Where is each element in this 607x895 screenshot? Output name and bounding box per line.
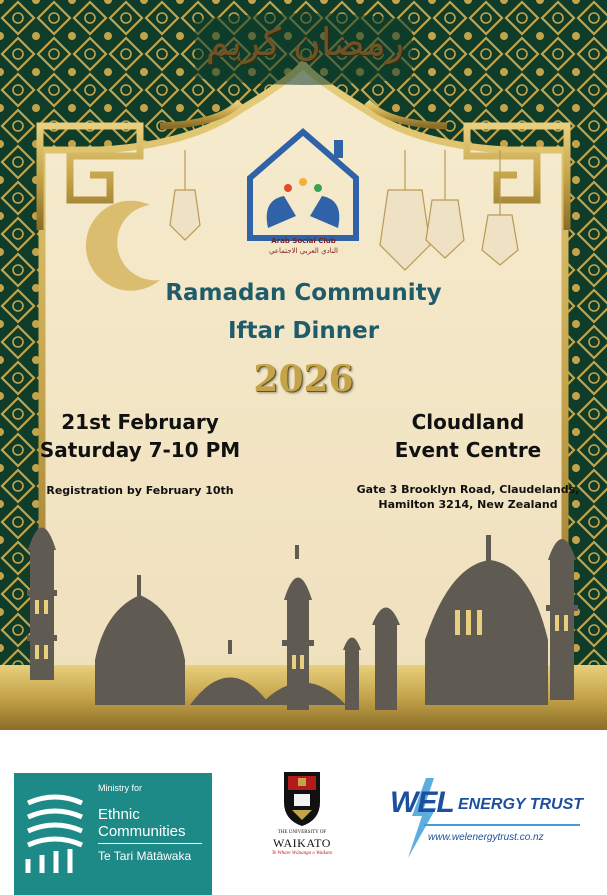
wel-energy-trust-logo — [388, 778, 588, 858]
ministry-label-small: Ministry for — [98, 783, 143, 793]
event-title-line2: Iftar Dinner — [227, 318, 380, 344]
waikato-line2: WAIKATO — [273, 836, 331, 850]
event-year: 2026 — [253, 358, 354, 400]
club-name-english: Arab Social Club — [271, 237, 336, 245]
ministry-label-communities: Communities — [98, 823, 186, 840]
university-of-waikato-logo — [262, 768, 342, 868]
waikato-motto: Te Whare Wānanga o Waikato — [271, 851, 333, 856]
event-time: Saturday 7-10 PM — [39, 438, 241, 462]
venue-name-line2: Event Centre — [394, 438, 542, 462]
waikato-line1: THE UNIVERSITY OF — [277, 830, 327, 835]
waikato-crest-icon — [262, 768, 342, 828]
club-name-arabic: النادي العربي الاجتماعي — [268, 247, 339, 255]
event-date: 21st February — [61, 410, 219, 434]
ministry-label-maori: Te Tari Mātāwaka — [98, 849, 192, 863]
wel-energy-trust-text: ENERGY TRUST — [458, 796, 584, 813]
wel-brand-text: WEL — [390, 786, 454, 819]
ramadan-kareem-calligraphy: رمضان كريم — [205, 20, 405, 64]
venue-name-line1: Cloudland — [411, 410, 525, 434]
ministry-label-big — [98, 806, 186, 840]
wel-divider — [424, 824, 580, 826]
wel-website-url: www.welenergytrust.co.nz — [428, 832, 544, 843]
ministry-label-ethnic: Ethnic — [98, 806, 140, 823]
ministry-divider — [98, 843, 202, 844]
venue-address-line2: Hamilton 3214, New Zealand — [378, 498, 558, 511]
sponsor-strip — [0, 730, 607, 888]
event-title-line1: Ramadan Community — [165, 280, 442, 306]
ministry-ethnic-communities-logo — [14, 773, 212, 895]
registration-deadline: Registration by February 10th — [46, 484, 234, 497]
ministry-emblem-icon — [20, 773, 90, 895]
venue-address-line1: Gate 3 Brooklyn Road, Claudelands, — [356, 483, 580, 496]
